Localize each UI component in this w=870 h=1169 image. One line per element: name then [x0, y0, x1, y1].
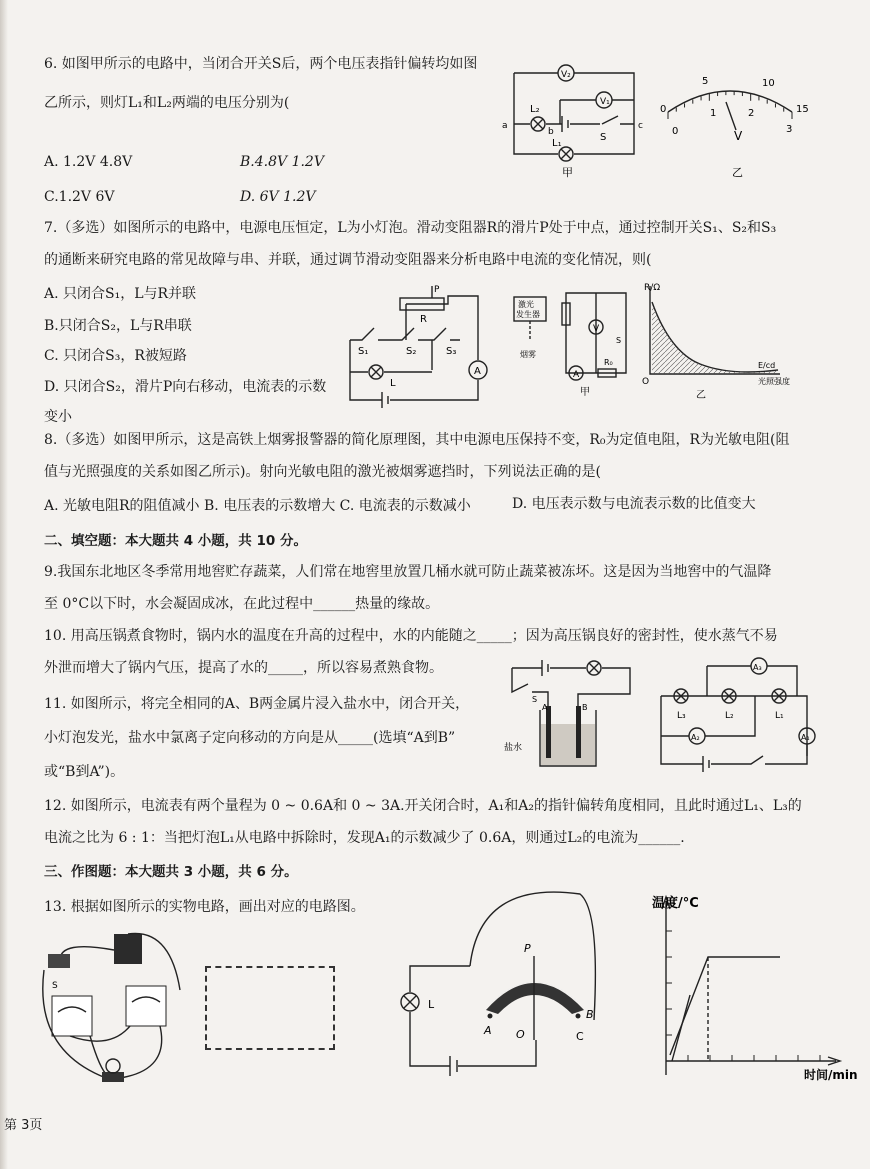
page-edge-shadow: [0, 0, 8, 1169]
q7-circuit-diagram: [340, 282, 500, 412]
q10-line2: 外泄而增大了锅内气压，提高了水的_____，所以容易煮熟食物。: [44, 660, 443, 676]
ammeter-real-icon: [52, 996, 92, 1036]
q6-stem-line2: 乙所示，则灯L₁和L₂两端的电压分别为(: [44, 95, 290, 111]
q13-rheostat-circuit: [400, 890, 620, 1080]
battery-icon: [382, 392, 388, 408]
svg-text:时间/min: 时间/min: [804, 1068, 858, 1082]
svg-text:R₀: R₀: [604, 358, 613, 367]
svg-text:A: A: [484, 1024, 492, 1037]
bulb-icon: [106, 1059, 120, 1073]
svg-text:S: S: [616, 336, 622, 345]
svg-text:S: S: [532, 695, 538, 704]
q8-resistance-graph: [640, 282, 820, 402]
svg-text:S₃: S₃: [446, 346, 457, 357]
svg-text:b: b: [548, 127, 554, 137]
graph-tick-marks: [666, 905, 820, 1061]
svg-text:L₁: L₁: [775, 711, 784, 721]
svg-text:R: R: [420, 314, 427, 325]
svg-text:S: S: [52, 981, 58, 991]
svg-text:15: 15: [796, 104, 809, 115]
section-2-heading: 二、填空题：本大题共 4 小题，共 10 分。: [44, 533, 307, 549]
q11-line1: 11. 如图所示，将完全相同的A、B两金属片浸入盐水中，闭合开关，: [44, 696, 470, 712]
q12-line2: 电流之比为 6 : 1：当把灯泡L₁从电路中拆除时，发现A₁的示数减少了 0.6A，则通过L₂的电流为______.: [44, 830, 685, 846]
rheostat-arc-icon: [486, 983, 584, 1014]
svg-text:L: L: [428, 998, 435, 1011]
svg-text:5: 5: [702, 76, 709, 87]
svg-text:2: 2: [748, 108, 755, 119]
svg-text:S₁: S₁: [358, 346, 369, 357]
answer-box[interactable]: [205, 966, 335, 1050]
voltmeter-real-icon: [126, 986, 166, 1026]
q8-options-abc: A. 光敏电阻R的阻值减小 B. 电压表的示数增大 C. 电流表的示数减小: [44, 498, 471, 514]
svg-text:A₁: A₁: [801, 733, 810, 742]
svg-text:激光: 激光: [518, 300, 534, 309]
svg-text:光照强度: 光照强度: [758, 377, 790, 386]
svg-text:0: 0: [672, 126, 679, 137]
svg-text:乙: 乙: [696, 390, 706, 401]
section-3-heading: 三、作图题：本大题共 3 小题，共 6 分。: [44, 864, 298, 880]
svg-text:盐水: 盐水: [504, 743, 523, 753]
svg-text:R/Ω: R/Ω: [644, 283, 661, 293]
svg-text:L: L: [390, 378, 396, 389]
svg-text:A: A: [542, 703, 548, 712]
svg-text:V: V: [734, 129, 743, 143]
svg-text:O: O: [642, 377, 650, 387]
svg-text:B: B: [586, 1008, 594, 1021]
svg-text:乙: 乙: [732, 166, 743, 179]
q7-option-d-cont: 变小: [44, 409, 72, 425]
q6-option-c: C.1.2V 6V: [44, 189, 115, 205]
q8-alarm-circuit: [510, 285, 640, 400]
svg-text:O: O: [516, 1028, 525, 1041]
battery-box-icon: [114, 934, 142, 964]
svg-text:3: 3: [786, 124, 793, 135]
dial-needle: [726, 102, 736, 130]
q7-stem-line1: 7.（多选）如图所示的电路中，电源电压恒定，L为小灯泡。滑动变阻器R的滑片P处于中点，通过控制开关S₁、S₂和S₃: [44, 220, 777, 236]
svg-text:c: c: [638, 121, 643, 131]
svg-text:P: P: [524, 942, 531, 955]
q7-option-b: B.只闭合S₂，L与R串联: [44, 318, 192, 334]
svg-text:L₂: L₂: [725, 711, 734, 721]
q13-physical-circuit: [30, 930, 200, 1090]
battery-icon: [542, 660, 548, 676]
q8-option-d: D. 电压表示数与电流表示数的比值变大: [512, 496, 756, 512]
q13-temperature-graph: [650, 885, 860, 1085]
switch-icon: [48, 954, 70, 968]
q6-option-a: A. 1.2V 4.8V: [44, 154, 133, 170]
svg-text:E/cd: E/cd: [758, 361, 776, 370]
q6-stem-line1: 6. 如图甲所示的电路中，当闭合开关S后，两个电压表指针偏转均如图: [44, 56, 478, 72]
q7-option-c: C. 只闭合S₃，R被短路: [44, 348, 187, 364]
q7-option-d: D. 只闭合S₂，滑片P向右移动，电流表的示数: [44, 379, 327, 395]
svg-text:V₁: V₁: [600, 97, 610, 107]
svg-text:V: V: [593, 324, 600, 334]
q13-stem: 13. 根据如图所示的实物电路，画出对应的电路图。: [44, 899, 365, 915]
q11-line2: 小灯泡发光，盐水中氯离子定向移动的方向是从_____(选填“A到B”: [44, 730, 456, 746]
svg-text:S₂: S₂: [406, 346, 417, 357]
svg-text:B: B: [582, 703, 588, 712]
q7-stem-line2: 的通断来研究电路的常见故障与串、并联，通过调节滑动变阻器来分析电路中电流的变化情况，则(: [44, 252, 652, 268]
q11-beaker-circuit: [502, 654, 637, 772]
q6-option-d: D. 6V 1.2V: [240, 189, 316, 205]
svg-text:甲: 甲: [562, 166, 573, 179]
q6-voltmeter-dial: [650, 72, 810, 182]
battery-icon: [450, 1056, 457, 1076]
q9-line2: 至 0°C以下时，水会凝固成冰，在此过程中______热量的缘故。: [44, 596, 440, 612]
q8-stem-line1: 8.（多选）如图甲所示，这是高铁上烟雾报警器的简化原理图，其中电源电压保持不变，R₀为定值电阻，R为光敏电阻(阻: [44, 432, 790, 448]
svg-text:0: 0: [660, 104, 667, 115]
svg-text:C: C: [576, 1030, 584, 1043]
battery-icon: [703, 756, 709, 772]
q6-circuit-diagram: [500, 60, 650, 180]
svg-text:P: P: [434, 285, 440, 295]
svg-text:10: 10: [762, 78, 775, 89]
svg-text:A₃: A₃: [753, 663, 762, 672]
q12-parallel-circuit: [655, 656, 835, 776]
q7-option-a: A. 只闭合S₁，L与R并联: [44, 286, 197, 302]
svg-text:L₃: L₃: [677, 711, 686, 721]
q9-line1: 9.我国东北地区冬季常用地窖贮存蔬菜，人们常在地窖里放置几桶水就可防止蔬菜被冻坏。这是因为当地窖中的气温降: [44, 564, 772, 580]
svg-text:L₂: L₂: [530, 104, 540, 115]
svg-text:烟雾: 烟雾: [520, 350, 536, 359]
q10-line1: 10. 用高压锅煮食物时，锅内水的温度在升高的过程中，水的内能随之_____；因为高压锅良好的密封性，使水蒸气不易: [44, 628, 778, 644]
svg-text:V₂: V₂: [561, 70, 571, 80]
svg-text:A₂: A₂: [691, 733, 700, 742]
q12-line1: 12. 如图所示，电流表有两个量程为 0 ~ 0.6A和 0 ~ 3A.开关闭合时，A₁和A₂的指针偏转角度相同，且此时通过L₁、L₃的: [44, 798, 802, 814]
svg-text:发生器: 发生器: [516, 310, 540, 319]
svg-text:A: A: [474, 366, 481, 377]
battery-icon: [562, 116, 568, 132]
q6-option-b: B.4.8V 1.2V: [240, 154, 324, 170]
svg-text:1: 1: [710, 108, 717, 119]
svg-text:温度/°C: 温度/°C: [652, 896, 699, 911]
q11-line3: 或“B到A”)。: [44, 764, 125, 780]
page-footer: 第 3页: [4, 1118, 43, 1133]
svg-text:A: A: [573, 370, 580, 380]
svg-text:a: a: [502, 121, 508, 131]
svg-text:甲: 甲: [580, 387, 590, 398]
q8-stem-line2: 值与光照强度的关系如图乙所示)。射向光敏电阻的激光被烟雾遮挡时，下列说法正确的是(: [44, 464, 601, 480]
svg-text:S: S: [600, 132, 607, 143]
svg-text:L₁: L₁: [552, 138, 562, 149]
